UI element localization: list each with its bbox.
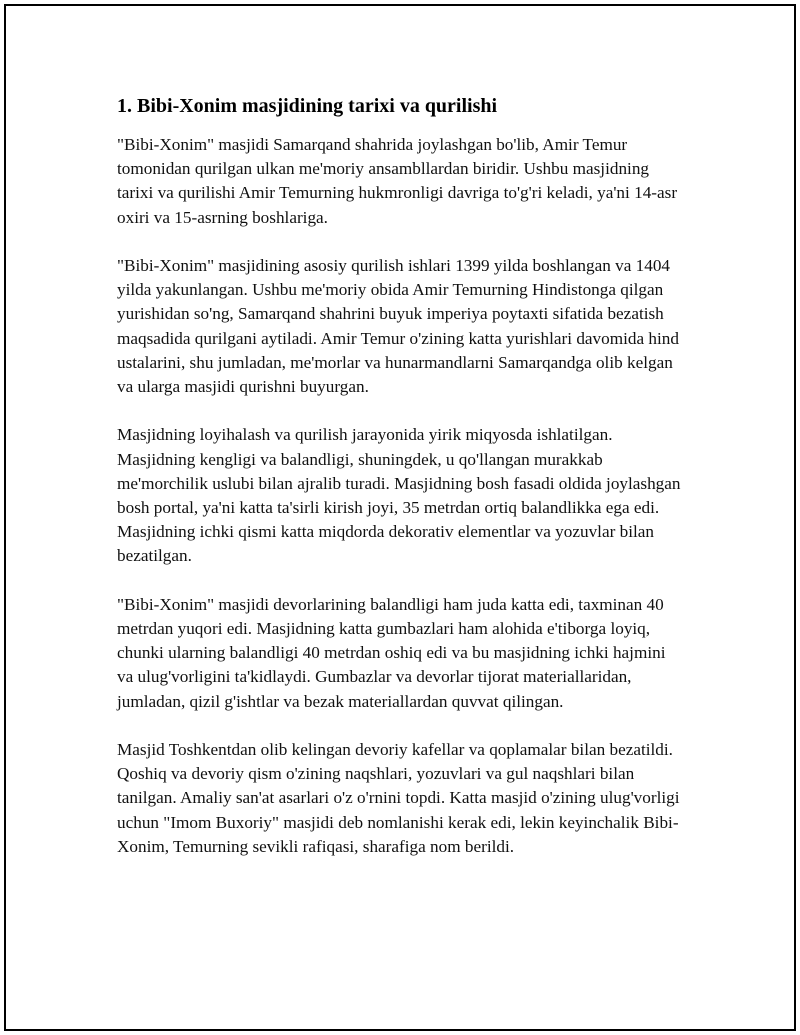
section-heading: 1. Bibi-Xonim masjidining tarixi va qurilishi	[117, 95, 498, 117]
paragraph-2: "Bibi-Xonim" masjidining asosiy qurilish ishlari 1399 yilda boshlangan va 1404 yilda yakunlangan. Ushbu me'moriy obida Amir Temurning Hindistonga qilgan yurishidan so'ng, Samarqand shahrini buyuk imperiya poytaxti sifatida bezatish maqsadida qurilgani aytiladi. Amir Temur o'zining katta yurishlari davomida hind ustalarini, shu jumladan, me'morlar va hunarmandlarni Samarqandga olib kelgan va ularga masjidi qurishni buyurgan.	[117, 256, 679, 397]
paragraph-4: "Bibi-Xonim" masjidi devorlarining balandligi ham juda katta edi, taxminan 40 metrdan yuqori edi. Masjidning katta gumbazlari ham alohida e'tiborga loyiq, chunki ularning balandligi 40 metrdan oshiq edi va bu masjidning ichki hajmini va ulug'vorligini ta'kidlaydi. Gumbazlar va devorlar tijorat materiallaridan, jumladan, qizil g'ishtlar va bezak materiallardan quvvat qilingan.	[117, 594, 666, 711]
paragraph-5: Masjid Toshkentdan olib kelingan devoriy kafellar va qoplamalar bilan bezatildi. Qoshiq va devoriy qism o'zining naqshlari, yozuvlari va gul naqshlari bilan tanilgan. Amaliy san'at asarlari o'z o'rnini topdi. Katta masjid o'zining ulug'vorligi uchun "Imom Buxoriy" masjidi deb nomlanishi kerak edi, lekin keyinchalik Bibi-Xonim, Temurning sevikli rafiqasi, sharafiga nom berildi.	[117, 740, 680, 856]
paragraph-1: "Bibi-Xonim" masjidi Samarqand shahrida joylashgan bo'lib, Amir Temur tomonidan qurilgan ulkan me'moriy ansambllardan biridir. Ushbu masjidning tarixi va qurilishi Amir Temurning hukmronligi davriga to'g'ri keladi, ya'ni 14-asr oxiri va 15-asrning boshlariga.	[117, 135, 678, 227]
document-body	[117, 93, 682, 883]
paragraph-3: Masjidning loyihalash va qurilish jarayonida yirik miqyosda ishlatilgan. Masjidning kengligi va balandligi, shuningdek, u qo'llangan murakkab me'morchilik uslubi bilan ajralib turadi. Masjidning bosh fasadi oldida joylashgan bosh portal, ya'ni katta ta'sirli kirish joyi, 35 metrdan ortiq balandlikka ega edi. Masjidning ichki qismi katta miqdorda dekorativ elementlar va yozuvlar bilan bezatilgan.	[117, 425, 681, 566]
